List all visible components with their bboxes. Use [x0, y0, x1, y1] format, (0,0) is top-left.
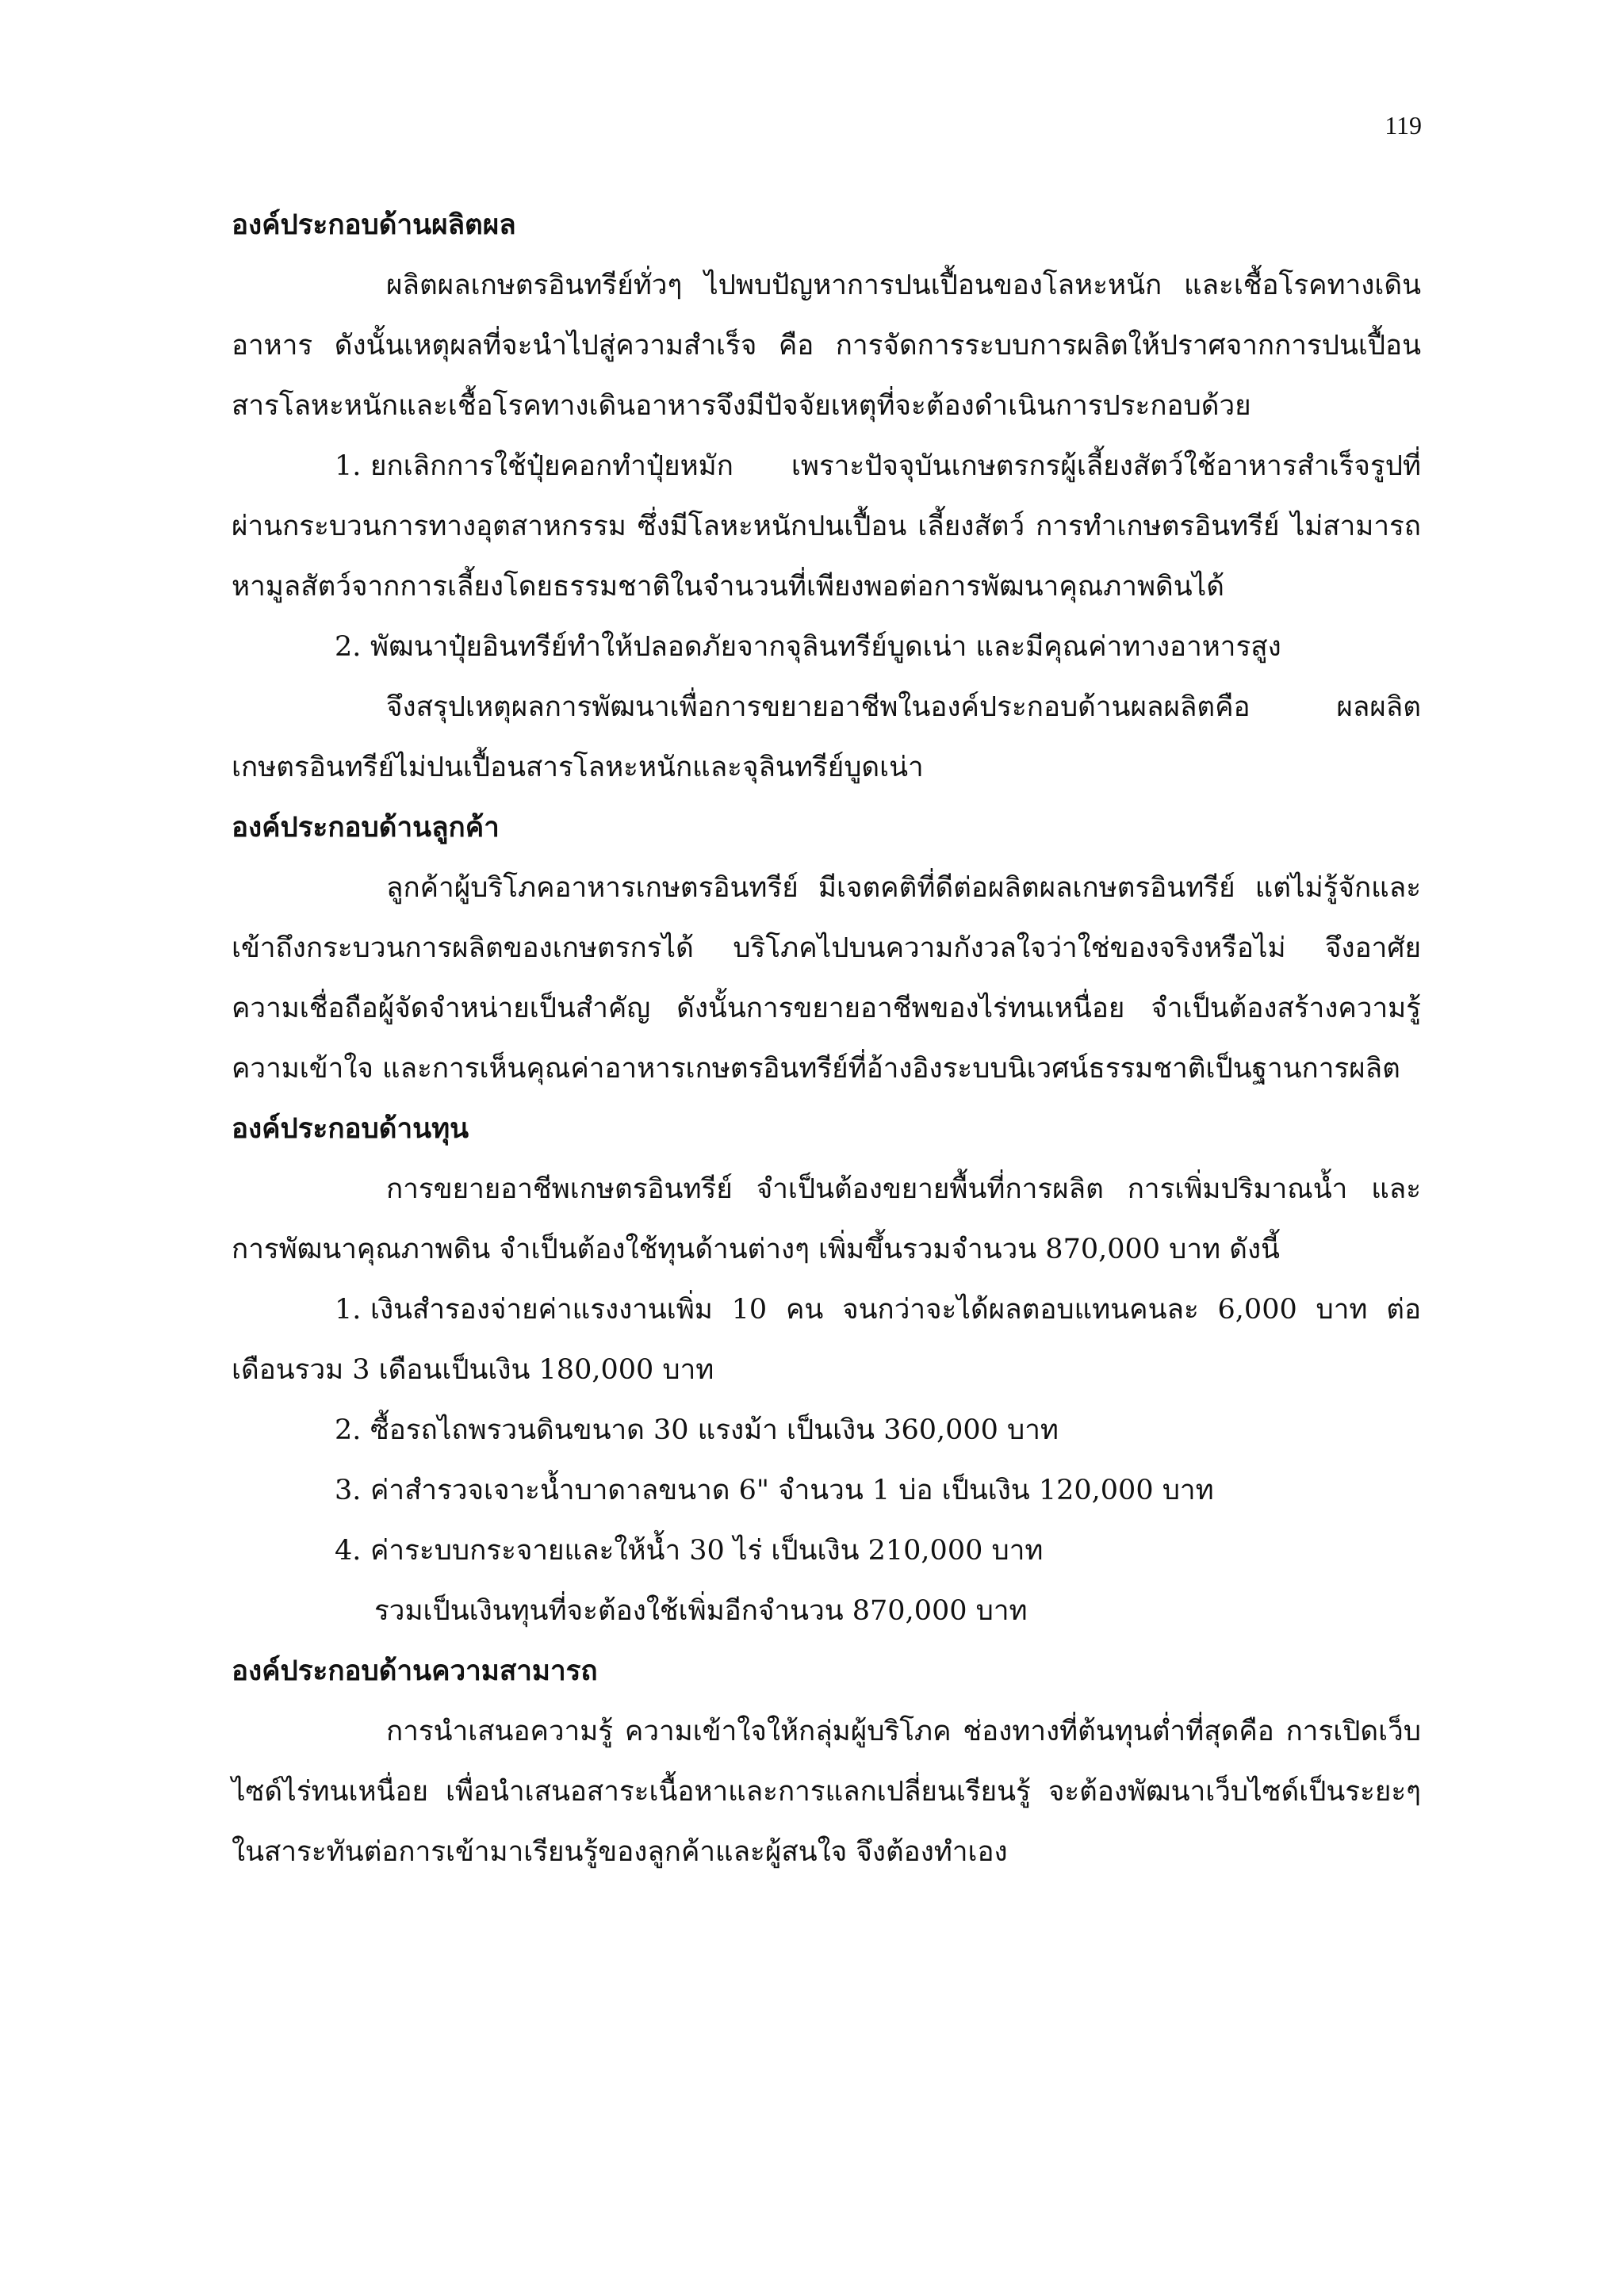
- list-text: ซื้อรถไถพรวนดินขนาด 30 แรงม้า เป็นเงิน 360,000 บาท: [370, 1414, 1059, 1446]
- capital-total: รวมเป็นเงินทุนที่จะต้องใช้เพิ่มอีกจำนวน 870,000 บาท: [374, 1595, 1028, 1627]
- list-item-product-1: [232, 436, 1421, 617]
- list-number: 1.: [335, 450, 362, 482]
- heading-product: องค์ประกอบด้านผลิตผล: [232, 209, 516, 241]
- list-item-capital-2: [232, 1400, 1421, 1460]
- heading-customer: องค์ประกอบด้านลูกค้า: [232, 811, 500, 844]
- paragraph-customer: ลูกค้าผู้บริโภคอาหารเกษตรอินทรีย์ มีเจตคติที่ดีต่อผลิตผลเกษตรอินทรีย์ แต่ไม่รู้จักและเข้าถึงกระบวนการผลิตของเกษตรกรได้ บริโภคไปบนความกังวลใจว่าใช่ของจริงหรือไม่ จึงอาศัยความเชื่อถือผู้จัดจำหน่ายเป็นสำคัญ ดังนั้นการขยายอาชีพของไร่ทนเหนื่อย จำเป็นต้องสร้างความรู้ความเข้าใจ และการเห็นคุณค่าอาหารเกษตรอินทรีย์ที่อ้างอิงระบบนิเวศน์ธรรมชาติเป็นฐานการผลิต: [232, 872, 1421, 1085]
- paragraph-product-intro: ผลิตผลเกษตรอินทรีย์ทั่วๆ ไปพบปัญหาการปนเปื้อนของโลหะหนัก และเชื้อโรคทางเดินอาหาร ดังนั้นเหตุผลที่จะนำไปสู่ความสำเร็จ คือ การจัดการระบบการผลิตให้ปราศจากการปนเปื้อนสารโลหะหนักและเชื้อโรคทางเดินอาหารจึงมีปัจจัยเหตุที่จะต้องดำเนินการประกอบด้วย: [232, 270, 1421, 422]
- paragraph-product-summary: จึงสรุปเหตุผลการพัฒนาเพื่อการขยายอาชีพในองค์ประกอบด้านผลผลิตคือ ผลผลิตเกษตรอินทรีย์ไม่ปนเปื้อนสารโลหะหนักและจุลินทรีย์บูดเน่า: [232, 691, 1421, 783]
- list-item-capital-3: [232, 1460, 1421, 1521]
- paragraph-capability: การนำเสนอความรู้ ความเข้าใจให้กลุ่มผู้บริโภค ช่องทางที่ต้นทุนต่ำที่สุดคือ การเปิดเว็บไซด์ไร่ทนเหนื่อย เพื่อนำเสนอสาระเนื้อหาและการแลกเปลี่ยนเรียนรู้ จะต้องพัฒนาเว็บไซด์เป็นระยะๆ ในสาระทันต่อการเข้ามาเรียนรู้ของลูกค้าและผู้สนใจ จึงต้องทำเอง: [232, 1716, 1421, 1868]
- list-text: เงินสำรองจ่ายค่าแรงงานเพิ่ม 10 คน จนกว่าจะได้ผลตอบแทนคนละ 6,000 บาท ต่อเดือนรวม 3 เดือนเป็นเงิน 180,000 บาท: [232, 1294, 1421, 1386]
- page-number: 119: [1385, 111, 1422, 140]
- list-number: 3.: [335, 1475, 362, 1506]
- paragraph-capital: การขยายอาชีพเกษตรอินทรีย์ จำเป็นต้องขยายพื้นที่การผลิต การเพิ่มปริมาณน้ำ และการพัฒนาคุณภาพดิน จำเป็นต้องใช้ทุนด้านต่างๆ เพิ่มขึ้นรวมจำนวน 870,000 บาท ดังนี้: [232, 1173, 1421, 1265]
- list-text: ค่าระบบกระจายและให้น้ำ 30 ไร่ เป็นเงิน 210,000 บาท: [370, 1535, 1044, 1567]
- list-text: พัฒนาปุ๋ยอินทรีย์ทำให้ปลอดภัยจากจุลินทรีย์บูดเน่า และมีคุณค่าทางอาหารสูง: [370, 631, 1281, 663]
- list-item-capital-1: [232, 1280, 1421, 1400]
- list-item-capital-4: [232, 1521, 1421, 1581]
- heading-capital: องค์ประกอบด้านทุน: [232, 1112, 469, 1145]
- document-body: [232, 195, 1421, 1882]
- heading-capability: องค์ประกอบด้านความสามารถ: [232, 1655, 598, 1687]
- list-item-product-2: [232, 617, 1421, 677]
- list-number: 4.: [335, 1535, 362, 1567]
- list-number: 2.: [335, 631, 362, 663]
- list-text: ค่าสำรวจเจาะน้ำบาดาลขนาด 6" จำนวน 1 บ่อ เป็นเงิน 120,000 บาท: [370, 1475, 1214, 1506]
- list-text: ยกเลิกการใช้ปุ๋ยคอกทำปุ๋ยหมัก เพราะปัจจุบันเกษตรกรผู้เลี้ยงสัตว์ใช้อาหารสำเร็จรูปที่ผ่านกระบวนการทางอุตสาหกรรม ซึ่งมีโลหะหนักปนเปื้อน เลี้ยงสัตว์ การทำเกษตรอินทรีย์ ไม่สามารถหามูลสัตว์จากการเลี้ยงโดยธรรมชาติในจำนวนที่เพียงพอต่อการพัฒนาคุณภาพดินได้: [232, 450, 1421, 603]
- list-number: 2.: [335, 1414, 362, 1446]
- list-number: 1.: [335, 1294, 362, 1326]
